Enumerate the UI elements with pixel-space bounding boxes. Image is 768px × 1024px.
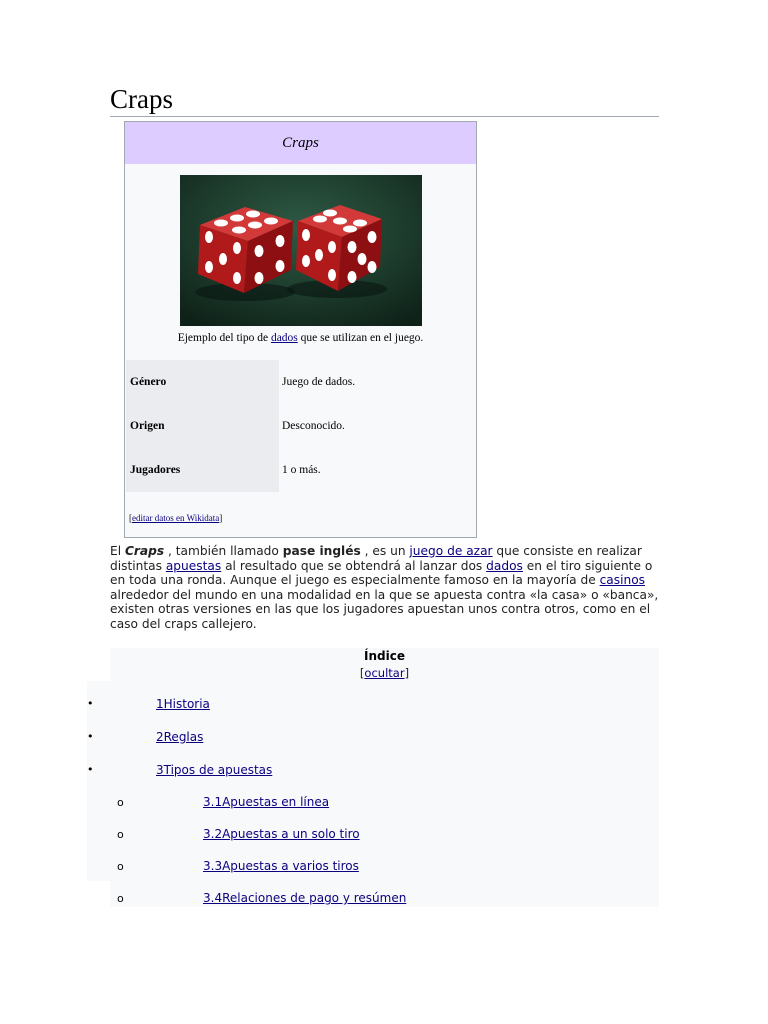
dados-link[interactable]: dados bbox=[270, 332, 298, 344]
bracket-close: ] bbox=[404, 666, 410, 680]
bracket-open: [ bbox=[129, 513, 132, 523]
table-of-contents bbox=[110, 648, 659, 907]
toc-toggle bbox=[110, 666, 659, 680]
intro-text: que consiste en realizar distintas bbox=[110, 544, 642, 573]
toc-item-tipos-de-apuestas[interactable]: 3Tipos de apuestas bbox=[156, 763, 273, 777]
intro-text: , también llamado bbox=[164, 544, 283, 558]
intro-text: El bbox=[110, 544, 125, 558]
bracket-close: ] bbox=[219, 513, 223, 523]
toc-bullet: • bbox=[87, 763, 94, 776]
bracket-open: [ bbox=[359, 666, 365, 680]
toc-item-apuestas-varios-tiros[interactable]: 3.3Apuestas a varios tiros bbox=[203, 859, 359, 873]
dice-illustration bbox=[180, 175, 422, 326]
caption-text-end: que se utilizan en el juego. bbox=[297, 332, 424, 344]
toc-sub-bullet: o bbox=[117, 860, 124, 873]
casinos-link[interactable]: casinos bbox=[599, 573, 646, 588]
apuestas-link[interactable]: apuestas bbox=[165, 558, 222, 573]
title-divider bbox=[110, 116, 659, 117]
intro-text: alrededor del mundo en una modalidad en la que se apuesta contra «la casa» o «banca», existen otras versiones en las que los jugadores apuestan unos contra otros, como en el caso del craps callejero. bbox=[110, 587, 659, 631]
infobox bbox=[124, 121, 477, 538]
caption-text: Ejemplo del tipo de bbox=[177, 332, 271, 344]
toc-item-relaciones-de-pago[interactable]: 3.4Relaciones de pago y resúmen bbox=[203, 891, 407, 905]
intro-text: , es un bbox=[360, 544, 410, 558]
toc-bullet: • bbox=[87, 730, 94, 743]
image-caption bbox=[125, 332, 476, 344]
toc-hide-link[interactable]: ocultar bbox=[364, 666, 405, 680]
players-label: Jugadores bbox=[126, 448, 279, 492]
toc-item-apuestas-en-linea[interactable]: 3.1Apuestas en línea bbox=[203, 795, 330, 809]
wikidata-edit bbox=[129, 513, 222, 523]
toc-title: Índice bbox=[364, 649, 405, 663]
intro-paragraph bbox=[110, 544, 662, 632]
toc-indent-shade bbox=[87, 681, 112, 881]
toc-sub-bullet: o bbox=[117, 892, 124, 905]
toc-bullet: • bbox=[87, 697, 94, 710]
intro-bold-craps: Craps bbox=[124, 544, 165, 558]
intro-text: en el tiro siguiente o en toda una ronda. Aunque el juego es especialmente famoso en la mayoría de bbox=[110, 558, 653, 588]
dice-image bbox=[180, 175, 422, 326]
genre-label: Género bbox=[126, 360, 279, 404]
toc-sub-bullet: o bbox=[117, 828, 124, 841]
dados-intro-link[interactable]: dados bbox=[486, 558, 523, 573]
toc-sub-bullet: o bbox=[117, 796, 124, 809]
origin-value: Desconocido. bbox=[282, 420, 345, 432]
page-title: Craps bbox=[110, 84, 173, 114]
toc-item-historia[interactable]: 1Historia bbox=[156, 697, 210, 711]
intro-text: al resultado que se obtendrá al lanzar dos bbox=[221, 558, 487, 573]
juego-de-azar-link[interactable]: juego de azar bbox=[409, 544, 493, 558]
origin-label: Origen bbox=[126, 404, 279, 448]
infobox-heading: Craps bbox=[125, 122, 476, 164]
genre-value: Juego de dados. bbox=[282, 376, 356, 388]
toc-item-apuestas-un-solo-tiro[interactable]: 3.2Apuestas a un solo tiro bbox=[203, 827, 360, 841]
toc-item-reglas[interactable]: 2Reglas bbox=[156, 730, 204, 744]
edit-wikidata-link[interactable]: editar datos en Wikidata bbox=[132, 513, 220, 523]
players-value: 1 o más. bbox=[282, 464, 321, 476]
intro-bold-pase-ingles: pase inglés bbox=[282, 544, 361, 558]
